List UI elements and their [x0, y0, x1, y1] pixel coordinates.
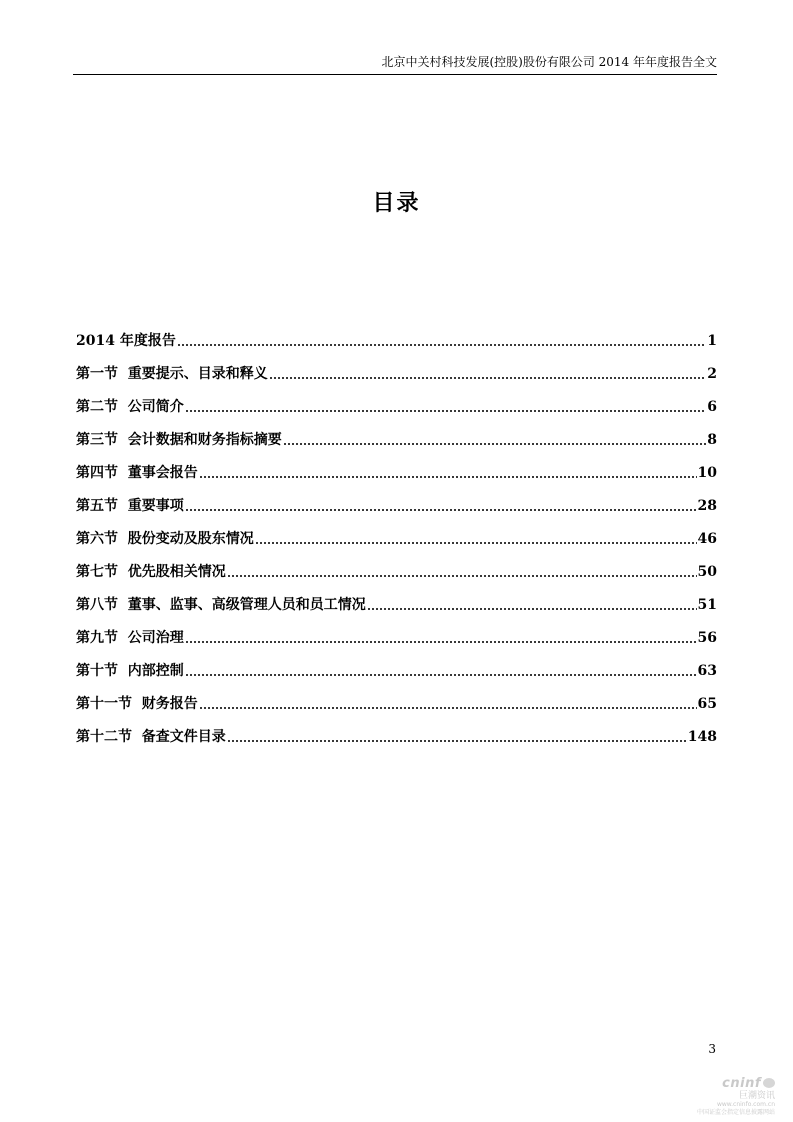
- toc-entry-page: 148: [687, 729, 717, 745]
- toc-dot-leader: [227, 562, 697, 578]
- toc-entry-label: 第十节 内部控制: [76, 663, 184, 679]
- toc-entry[interactable]: [76, 681, 717, 714]
- toc-entry[interactable]: [76, 582, 717, 615]
- cninfo-logo-icon: [763, 1078, 775, 1088]
- header-title: 北京中关村科技发展(控股)股份有限公司 2014 年年度报告全文: [381, 55, 717, 69]
- toc-entry-label: 第七节 优先股相关情况: [76, 564, 226, 580]
- toc-entry[interactable]: [76, 417, 717, 450]
- toc-entry-page: 2: [707, 366, 717, 382]
- watermark-brand: cninf: [722, 1076, 761, 1091]
- toc-dot-leader: [283, 430, 707, 446]
- toc-dot-leader: [199, 463, 697, 479]
- watermark-url: www.cninfo.com.cn: [716, 1101, 775, 1108]
- toc-entry-label: 第一节 重要提示、目录和释义: [76, 366, 268, 382]
- toc-entry-label: 第八节 董事、监事、高级管理人员和员工情况: [76, 597, 366, 613]
- toc-entry-label: 第四节 董事会报告: [76, 465, 198, 481]
- toc-entry[interactable]: [76, 516, 717, 549]
- toc-entry-label: 第五节 重要事项: [76, 498, 184, 514]
- toc-dot-leader: [185, 496, 697, 512]
- toc-entry-label: 第十二节 备查文件目录: [76, 729, 226, 745]
- toc-dot-leader: [185, 397, 707, 413]
- table-of-contents: [76, 318, 717, 747]
- toc-entry[interactable]: [76, 714, 717, 747]
- toc-dot-leader: [199, 694, 697, 710]
- toc-entry-page: 8: [707, 432, 717, 448]
- toc-entry-label: 第二节 公司简介: [76, 399, 184, 415]
- toc-entry[interactable]: [76, 648, 717, 681]
- toc-dot-leader: [185, 628, 697, 644]
- toc-entry-page: 50: [697, 564, 717, 580]
- toc-entry[interactable]: [76, 318, 717, 351]
- toc-entry-page: 10: [697, 465, 717, 481]
- toc-dot-leader: [185, 661, 697, 677]
- toc-entry-page: 63: [697, 663, 717, 679]
- toc-entry-label: 2014 年度报告: [76, 333, 176, 349]
- page-header: [73, 52, 717, 75]
- toc-entry-page: 6: [707, 399, 717, 415]
- watermark-org: 中国证监会指定信息披露网站: [696, 1109, 775, 1116]
- page-number: 3: [708, 1042, 716, 1056]
- toc-entry-page: 56: [697, 630, 717, 646]
- toc-entry-page: 65: [697, 696, 717, 712]
- toc-entry-label: 第十一节 财务报告: [76, 696, 198, 712]
- watermark: [675, 1072, 775, 1117]
- toc-entry-page: 46: [697, 531, 717, 547]
- watermark-brand-cn: 巨潮资讯: [738, 1091, 775, 1101]
- toc-entry[interactable]: [76, 450, 717, 483]
- toc-dot-leader: [177, 331, 706, 347]
- toc-entry-label: 第六节 股份变动及股东情况: [76, 531, 254, 547]
- toc-dot-leader: [227, 727, 687, 743]
- toc-dot-leader: [367, 595, 697, 611]
- toc-entry[interactable]: [76, 483, 717, 516]
- toc-entry-page: 51: [697, 597, 717, 613]
- toc-entry-label: 第三节 会计数据和财务指标摘要: [76, 432, 282, 448]
- toc-dot-leader: [269, 364, 707, 380]
- toc-dot-leader: [255, 529, 697, 545]
- toc-entry[interactable]: [76, 351, 717, 384]
- toc-entry[interactable]: [76, 549, 717, 582]
- toc-entry[interactable]: [76, 384, 717, 417]
- toc-entry-page: 1: [707, 333, 717, 349]
- toc-entry-label: 第九节 公司治理: [76, 630, 184, 646]
- toc-entry[interactable]: [76, 615, 717, 648]
- toc-entry-page: 28: [697, 498, 717, 514]
- page-title: 目录: [372, 190, 421, 216]
